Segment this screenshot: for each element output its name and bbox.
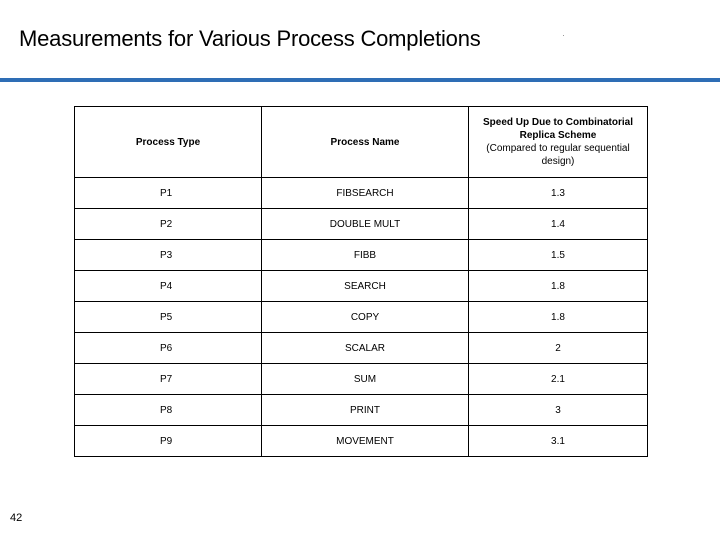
cell-speedup: 2	[469, 333, 648, 364]
cell-process-name: FIBSEARCH	[262, 178, 469, 209]
cell-process-type: P8	[75, 395, 262, 426]
cell-process-name: COPY	[262, 302, 469, 333]
cell-process-name: DOUBLE MULT	[262, 209, 469, 240]
cell-speedup: 3.1	[469, 426, 648, 457]
table-row	[75, 333, 648, 364]
cell-process-type: P3	[75, 240, 262, 271]
cell-speedup: 1.5	[469, 240, 648, 271]
table-row	[75, 302, 648, 333]
cell-process-type: P1	[75, 178, 262, 209]
cell-speedup: 1.8	[469, 302, 648, 333]
cell-process-type: P5	[75, 302, 262, 333]
cell-process-name: FIBB	[262, 240, 469, 271]
cell-process-type: P6	[75, 333, 262, 364]
cell-process-type: P2	[75, 209, 262, 240]
decorative-dot	[563, 35, 564, 36]
table-row	[75, 240, 648, 271]
measurements-table	[74, 106, 648, 457]
cell-process-name: MOVEMENT	[262, 426, 469, 457]
header-speedup-note: (Compared to regular sequential design)	[486, 143, 630, 167]
table-row	[75, 364, 648, 395]
cell-process-type: P9	[75, 426, 262, 457]
table-row	[75, 178, 648, 209]
measurements-table-container	[74, 106, 641, 457]
table-header-row	[75, 107, 648, 178]
table-row	[75, 271, 648, 302]
page-number: 42	[10, 512, 23, 524]
slide-title: Measurements for Various Process Completions	[19, 26, 481, 51]
header-process-name: Process Name	[262, 107, 469, 178]
cell-process-name: SEARCH	[262, 271, 469, 302]
cell-speedup: 1.3	[469, 178, 648, 209]
cell-process-name: SCALAR	[262, 333, 469, 364]
cell-speedup: 1.8	[469, 271, 648, 302]
cell-process-name: SUM	[262, 364, 469, 395]
cell-speedup: 1.4	[469, 209, 648, 240]
cell-speedup: 2.1	[469, 364, 648, 395]
cell-speedup: 3	[469, 395, 648, 426]
cell-process-name: PRINT	[262, 395, 469, 426]
table-row	[75, 426, 648, 457]
header-speedup	[469, 107, 648, 178]
title-divider-rule	[0, 78, 720, 82]
cell-process-type: P4	[75, 271, 262, 302]
header-process-type: Process Type	[75, 107, 262, 178]
cell-process-type: P7	[75, 364, 262, 395]
table-row	[75, 395, 648, 426]
table-row	[75, 209, 648, 240]
header-speedup-title: Speed Up Due to Combinatorial Replica Scheme	[482, 117, 633, 141]
